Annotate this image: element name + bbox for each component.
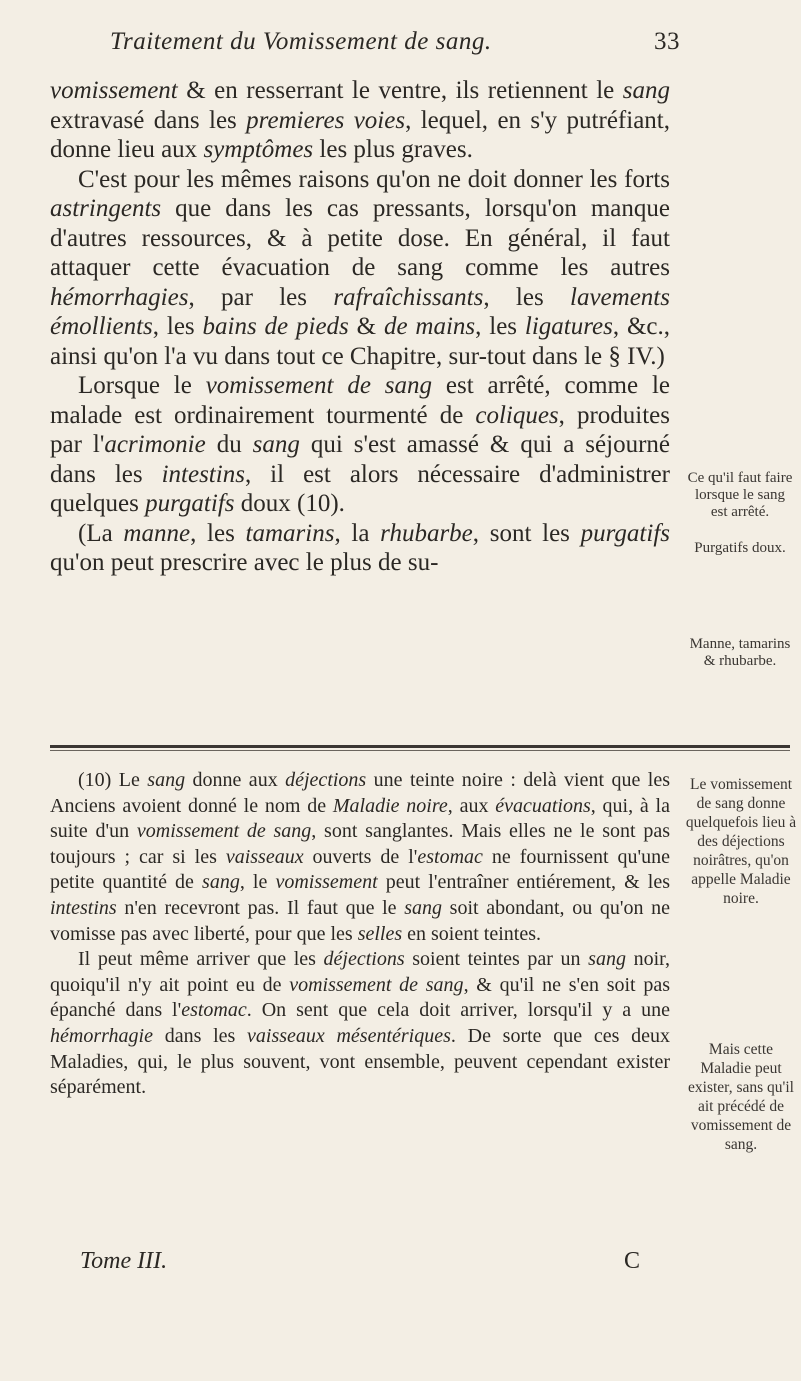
paragraph-1: vomissement & en resserrant le ventre, ils retiennent le sang extravasé dans les premieres voies, lequel, en s'y putréfiant, donne lieu aux symptômes les plus graves. <box>50 77 670 163</box>
volume-label: Tome III. <box>80 1248 168 1274</box>
paragraph-3: Lorsque le vomissement de sang est arrêté, comme le malade est ordinairement tourmenté de coliques, produites par l'acrimonie du sang qui s'est amassé & qui a séjourné dans les intestins, il est alors nécessaire d'administrer quelques purgatifs doux (10). <box>50 372 671 517</box>
running-head <box>110 28 680 62</box>
footnote-paragraph-1: (10) Le sang donne aux déjections une teinte noire : delà vient que les Anciens avoient donné le nom de Maladie noire, aux évacuations, qui, à la suite d'un vomissement de sang, sont sanglantes. Mais elles ne le sont pas toujours ; car si les vaisseaux ouverts de l'estomac ne fournissent qu'une petite quantité de sang, le vomissement peut l'entraîner entiérement, & les intestins n'en recevront pas. Il faut que le sang soit abondant, ou qu'on ne vomisse pas avec liberté, pour que les selles en soient teintes. <box>50 769 671 945</box>
page-footer <box>80 1248 640 1278</box>
paragraph-2: C'est pour les mêmes raisons qu'on ne doit donner les forts astringents que dans les cas pressants, lorsqu'on manque d'autres ressources, & à petite dose. En général, il faut attaquer cette évacuation de sang comme les autres hémorrhagies, par les rafraîchissants, les lavements émollients, les bains de pieds & de mains, les ligatures, &c., ainsi qu'on l'a vu dans tout ce Chapitre, sur-tout dans le § IV.) <box>50 165 671 370</box>
page-number: 33 <box>654 28 680 55</box>
paragraph-4: (La manne, les tamarins, la rhubarbe, sont les purgatifs qu'on peut prescrire avec le plus de su- <box>50 519 670 576</box>
footnote-rule <box>50 745 790 748</box>
footnote-text <box>50 768 670 1101</box>
running-title: Traitement du Vomissement de sang. <box>110 28 492 55</box>
margin-note-arrete: Ce qu'il faut faire lorsque le sang est arrêté. <box>687 470 793 520</box>
footnote-paragraph-2: Il peut même arriver que les déjections soient teintes par un sang noir, quoiqu'il n'y ait point eu de vomissement de sang, & qu'il ne s'en soit pas épanché dans l'estomac. On sent que cela doit arriver, lorsqu'il y a une hémorrhagie dans les vaisseaux mésentériques. De sorte que ces deux Maladies, qui, le plus souvent, vont ensemble, peuvent cependant exister séparément. <box>50 948 670 1099</box>
margin-note-manne: Manne, tamarins & rhubarbe. <box>689 636 791 669</box>
signature-mark: C <box>623 1248 640 1274</box>
margin-note-purgatifs: Purgatifs doux. <box>694 540 786 556</box>
footnote-rule-thin <box>50 750 790 751</box>
footnote-margin-2: Mais cette Maladie peut exister, sans qu'il ait précédé de vomissement de sang. <box>688 1041 794 1153</box>
main-text <box>50 76 670 578</box>
footnote-margin-1: Le vomissement de sang donne quelquefois lieu à des déjections noirâtres, qu'on appelle Maladie noire. <box>685 776 797 907</box>
